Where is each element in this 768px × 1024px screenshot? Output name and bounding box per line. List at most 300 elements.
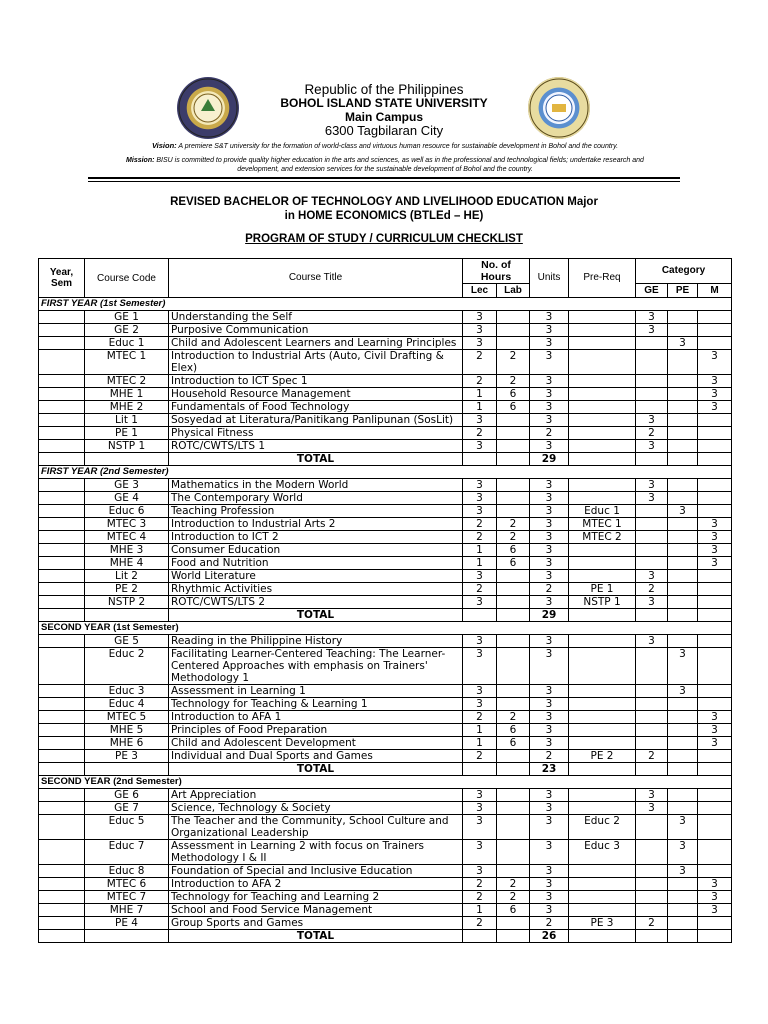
lab-hours (497, 324, 530, 337)
lab-hours: 2 (497, 878, 530, 891)
course-row (39, 596, 732, 609)
lab-hours: 6 (497, 737, 530, 750)
course-title: Assessment in Learning 1 (169, 685, 463, 698)
course-title: Food and Nutrition (169, 557, 463, 570)
m-units (698, 840, 732, 865)
document-header (0, 0, 768, 190)
course-row (39, 635, 732, 648)
total-blank (636, 609, 668, 622)
units: 3 (530, 789, 569, 802)
year-sem-cell (39, 865, 85, 878)
col-prereq: Pre-Req (569, 259, 636, 298)
course-code: PE 3 (85, 750, 169, 763)
university-name: BOHOL ISLAND STATE UNIVERSITY (280, 96, 488, 110)
mission-text: BISU is committed to provide quality higher education in the arts and sciences, as well as in the professional and technological fields; undertake research and development, and extension services for the sustainable development of Bohol and the country. (156, 157, 644, 173)
pe-units (668, 917, 698, 930)
course-code: MHE 1 (85, 388, 169, 401)
year-sem-cell (39, 815, 85, 840)
prerequisite (569, 891, 636, 904)
lec-hours: 2 (463, 583, 497, 596)
units: 2 (530, 427, 569, 440)
course-row (39, 891, 732, 904)
m-units: 3 (698, 904, 732, 917)
ge-units (636, 685, 668, 698)
course-title: Teaching Profession (169, 505, 463, 518)
lec-hours: 3 (463, 324, 497, 337)
pe-units (668, 570, 698, 583)
lab-hours: 2 (497, 350, 530, 375)
curriculum-body (39, 298, 732, 943)
units: 3 (530, 802, 569, 815)
m-units: 3 (698, 878, 732, 891)
lab-hours (497, 427, 530, 440)
year-sem-cell (39, 840, 85, 865)
m-units (698, 337, 732, 350)
ge-units (636, 711, 668, 724)
total-blank (569, 609, 636, 622)
m-units (698, 685, 732, 698)
total-blank (569, 453, 636, 466)
ge-units: 2 (636, 427, 668, 440)
pe-units (668, 324, 698, 337)
total-units: 26 (530, 930, 569, 943)
course-title: Introduction to ICT 2 (169, 531, 463, 544)
course-row (39, 544, 732, 557)
units: 3 (530, 891, 569, 904)
units: 3 (530, 388, 569, 401)
total-blank (636, 930, 668, 943)
total-blank-1 (39, 930, 85, 943)
ge-units (636, 350, 668, 375)
program-title (0, 195, 768, 223)
units: 3 (530, 518, 569, 531)
total-row (39, 763, 732, 776)
lec-hours: 3 (463, 596, 497, 609)
vision-label: Vision: (151, 141, 177, 150)
lab-hours (497, 337, 530, 350)
pe-units (668, 557, 698, 570)
year-sem-cell (39, 878, 85, 891)
prerequisite (569, 375, 636, 388)
lab-hours: 6 (497, 544, 530, 557)
lec-hours: 3 (463, 789, 497, 802)
course-title: Introduction to ICT Spec 1 (169, 375, 463, 388)
course-title: Consumer Education (169, 544, 463, 557)
pe-units (668, 724, 698, 737)
year-sem-cell (39, 440, 85, 453)
total-label: TOTAL (169, 609, 463, 622)
total-label: TOTAL (169, 763, 463, 776)
lec-hours: 3 (463, 865, 497, 878)
units: 2 (530, 583, 569, 596)
ge-units: 3 (636, 802, 668, 815)
campus-address: 6300 Tagbilaran City (324, 123, 444, 138)
prerequisite: MTEC 2 (569, 531, 636, 544)
course-row (39, 865, 732, 878)
prerequisite (569, 802, 636, 815)
pe-units: 3 (668, 337, 698, 350)
prerequisite (569, 648, 636, 685)
course-row (39, 375, 732, 388)
course-row (39, 518, 732, 531)
course-row (39, 414, 732, 427)
m-units (698, 865, 732, 878)
lec-hours: 1 (463, 401, 497, 414)
pe-units (668, 891, 698, 904)
prerequisite (569, 544, 636, 557)
units: 3 (530, 375, 569, 388)
course-row (39, 815, 732, 840)
units: 3 (530, 878, 569, 891)
course-title: Individual and Dual Sports and Games (169, 750, 463, 763)
m-units: 3 (698, 401, 732, 414)
course-row (39, 557, 732, 570)
course-title: Technology for Teaching and Learning 2 (169, 891, 463, 904)
course-title: The Teacher and the Community, School Culture and Organizational Leadership (169, 815, 463, 840)
year-sem-cell (39, 635, 85, 648)
prerequisite: PE 2 (569, 750, 636, 763)
lec-hours: 3 (463, 311, 497, 324)
m-units (698, 596, 732, 609)
prerequisite: NSTP 1 (569, 596, 636, 609)
course-code: NSTP 1 (85, 440, 169, 453)
total-blank-4 (497, 453, 530, 466)
ge-units: 3 (636, 789, 668, 802)
lec-hours: 2 (463, 891, 497, 904)
prerequisite (569, 865, 636, 878)
m-units (698, 492, 732, 505)
m-units (698, 802, 732, 815)
year-sem-cell (39, 531, 85, 544)
col-pe: PE (668, 284, 698, 298)
year-sem-cell (39, 350, 85, 375)
course-row (39, 324, 732, 337)
course-code: GE 5 (85, 635, 169, 648)
course-code: Educ 8 (85, 865, 169, 878)
course-code: Educ 1 (85, 337, 169, 350)
lab-hours: 2 (497, 518, 530, 531)
prerequisite (569, 337, 636, 350)
course-row (39, 737, 732, 750)
m-units: 3 (698, 711, 732, 724)
m-units: 3 (698, 544, 732, 557)
ge-units (636, 865, 668, 878)
year-sem-cell (39, 698, 85, 711)
total-blank-3 (463, 609, 497, 622)
prerequisite (569, 789, 636, 802)
lab-hours (497, 802, 530, 815)
course-title: Technology for Teaching & Learning 1 (169, 698, 463, 711)
semester-label: FIRST YEAR (1st Semester) (39, 298, 732, 311)
pe-units (668, 427, 698, 440)
prerequisite (569, 685, 636, 698)
lab-hours (497, 698, 530, 711)
m-units: 3 (698, 388, 732, 401)
course-row (39, 570, 732, 583)
year-sem-cell (39, 388, 85, 401)
col-course-title: Course Title (169, 259, 463, 298)
pe-units (668, 698, 698, 711)
col-course-code: Course Code (85, 259, 169, 298)
lab-hours: 6 (497, 388, 530, 401)
lec-hours: 3 (463, 440, 497, 453)
lab-hours: 6 (497, 904, 530, 917)
course-title: Group Sports and Games (169, 917, 463, 930)
course-title: Household Resource Management (169, 388, 463, 401)
m-units (698, 505, 732, 518)
course-code: PE 4 (85, 917, 169, 930)
course-code: MHE 5 (85, 724, 169, 737)
ge-units: 3 (636, 479, 668, 492)
ge-units (636, 724, 668, 737)
prerequisite (569, 427, 636, 440)
prerequisite (569, 737, 636, 750)
course-title: Rhythmic Activities (169, 583, 463, 596)
col-units: Units (530, 259, 569, 298)
lab-hours: 2 (497, 711, 530, 724)
units: 3 (530, 492, 569, 505)
course-row (39, 724, 732, 737)
course-row (39, 648, 732, 685)
lab-hours (497, 685, 530, 698)
course-title: Fundamentals of Food Technology (169, 401, 463, 414)
ge-units (636, 337, 668, 350)
course-row (39, 711, 732, 724)
total-blank (569, 930, 636, 943)
ge-units: 3 (636, 440, 668, 453)
course-title: ROTC/CWTS/LTS 1 (169, 440, 463, 453)
prerequisite: Educ 1 (569, 505, 636, 518)
ge-units (636, 737, 668, 750)
header-divider (88, 177, 680, 179)
course-code: PE 1 (85, 427, 169, 440)
ge-units (636, 518, 668, 531)
lec-hours: 3 (463, 802, 497, 815)
lab-hours (497, 311, 530, 324)
course-row (39, 698, 732, 711)
course-code: PE 2 (85, 583, 169, 596)
total-blank-4 (497, 763, 530, 776)
prerequisite (569, 324, 636, 337)
lec-hours: 3 (463, 840, 497, 865)
pe-units (668, 878, 698, 891)
prerequisite: MTEC 1 (569, 518, 636, 531)
year-sem-cell (39, 724, 85, 737)
year-sem-cell (39, 479, 85, 492)
lab-hours (497, 917, 530, 930)
lab-hours (497, 414, 530, 427)
lec-hours: 3 (463, 479, 497, 492)
year-sem-cell (39, 544, 85, 557)
pe-units (668, 802, 698, 815)
units: 3 (530, 635, 569, 648)
course-title: Art Appreciation (169, 789, 463, 802)
col-lec: Lec (463, 284, 497, 298)
prerequisite (569, 570, 636, 583)
col-year-sem: Year, Sem (39, 259, 85, 298)
lec-hours: 3 (463, 570, 497, 583)
course-code: Educ 2 (85, 648, 169, 685)
lab-hours (497, 492, 530, 505)
course-title: Introduction to Industrial Arts (Auto, Civil Drafting & Elex) (169, 350, 463, 375)
total-units: 29 (530, 609, 569, 622)
course-row (39, 904, 732, 917)
m-units (698, 414, 732, 427)
units: 3 (530, 311, 569, 324)
lab-hours: 6 (497, 724, 530, 737)
checklist-title: PROGRAM OF STUDY / CURRICULUM CHECKLIST (245, 233, 523, 245)
lec-hours: 1 (463, 737, 497, 750)
course-title: Child and Adolescent Learners and Learning Principles (169, 337, 463, 350)
ge-units (636, 698, 668, 711)
lec-hours: 2 (463, 531, 497, 544)
lec-hours: 2 (463, 917, 497, 930)
lec-hours: 1 (463, 557, 497, 570)
pe-units (668, 531, 698, 544)
m-units (698, 648, 732, 685)
lec-hours: 3 (463, 685, 497, 698)
lec-hours: 1 (463, 904, 497, 917)
pe-units (668, 518, 698, 531)
course-row (39, 337, 732, 350)
col-ge: GE (636, 284, 668, 298)
year-sem-cell (39, 505, 85, 518)
units: 3 (530, 724, 569, 737)
year-sem-cell (39, 750, 85, 763)
lab-hours (497, 596, 530, 609)
program-title-text: REVISED BACHELOR OF TECHNOLOGY AND LIVELIHOOD EDUCATION Major in HOME ECONOMICS (BTLEd – HE) (170, 196, 598, 222)
m-units: 3 (698, 531, 732, 544)
total-units: 29 (530, 453, 569, 466)
lec-hours: 3 (463, 635, 497, 648)
lec-hours: 2 (463, 350, 497, 375)
year-sem-cell (39, 570, 85, 583)
semester-header-row (39, 466, 732, 479)
units: 3 (530, 324, 569, 337)
ge-units (636, 401, 668, 414)
pe-units (668, 388, 698, 401)
total-blank-2 (85, 763, 169, 776)
pe-units (668, 414, 698, 427)
ge-units (636, 388, 668, 401)
year-sem-cell (39, 492, 85, 505)
course-row (39, 388, 732, 401)
lab-hours: 2 (497, 531, 530, 544)
pe-units (668, 350, 698, 375)
total-blank-3 (463, 763, 497, 776)
m-units: 3 (698, 891, 732, 904)
total-blank-1 (39, 609, 85, 622)
pe-units (668, 401, 698, 414)
pe-units (668, 375, 698, 388)
lab-hours (497, 815, 530, 840)
total-blank-3 (463, 930, 497, 943)
year-sem-cell (39, 557, 85, 570)
course-code: GE 4 (85, 492, 169, 505)
units: 3 (530, 337, 569, 350)
year-sem-cell (39, 737, 85, 750)
course-code: GE 6 (85, 789, 169, 802)
header-divider-thin (88, 181, 680, 182)
course-code: NSTP 2 (85, 596, 169, 609)
course-code: MTEC 7 (85, 891, 169, 904)
prerequisite (569, 311, 636, 324)
prerequisite (569, 350, 636, 375)
pe-units (668, 440, 698, 453)
vision-statement (125, 141, 645, 151)
units: 3 (530, 840, 569, 865)
year-sem-cell (39, 648, 85, 685)
total-blank-4 (497, 930, 530, 943)
lab-hours (497, 750, 530, 763)
pe-units: 3 (668, 685, 698, 698)
course-row (39, 311, 732, 324)
course-code: GE 1 (85, 311, 169, 324)
lec-hours: 1 (463, 544, 497, 557)
course-row (39, 440, 732, 453)
lec-hours: 3 (463, 505, 497, 518)
year-sem-cell (39, 917, 85, 930)
m-units (698, 427, 732, 440)
prerequisite (569, 388, 636, 401)
course-code: MTEC 5 (85, 711, 169, 724)
prerequisite: PE 3 (569, 917, 636, 930)
course-row (39, 878, 732, 891)
year-sem-cell (39, 375, 85, 388)
year-sem-cell (39, 711, 85, 724)
year-sem-cell (39, 789, 85, 802)
col-no-of-hours: No. of Hours (463, 259, 530, 284)
ge-units (636, 815, 668, 840)
pe-units: 3 (668, 648, 698, 685)
pe-units (668, 750, 698, 763)
total-blank-2 (85, 930, 169, 943)
course-row (39, 427, 732, 440)
pe-units (668, 635, 698, 648)
course-row (39, 479, 732, 492)
prerequisite (569, 711, 636, 724)
ge-units: 2 (636, 917, 668, 930)
course-row (39, 531, 732, 544)
course-code: MHE 6 (85, 737, 169, 750)
course-code: Educ 7 (85, 840, 169, 865)
year-sem-cell (39, 904, 85, 917)
pe-units (668, 544, 698, 557)
units: 3 (530, 865, 569, 878)
ge-units: 3 (636, 414, 668, 427)
total-blank (698, 763, 732, 776)
m-units: 3 (698, 518, 732, 531)
pe-units (668, 583, 698, 596)
course-title: Science, Technology & Society (169, 802, 463, 815)
republic-line: Republic of the Philippines (304, 82, 464, 97)
total-units: 23 (530, 763, 569, 776)
year-sem-cell (39, 337, 85, 350)
lab-hours (497, 865, 530, 878)
course-title: Introduction to AFA 2 (169, 878, 463, 891)
course-title: Sosyedad at Literatura/Panitikang Panlipunan (SosLit) (169, 414, 463, 427)
lab-hours (497, 479, 530, 492)
total-blank-2 (85, 453, 169, 466)
ge-units (636, 878, 668, 891)
lab-hours (497, 570, 530, 583)
course-code: Educ 4 (85, 698, 169, 711)
total-blank (698, 609, 732, 622)
course-code: MHE 2 (85, 401, 169, 414)
m-units (698, 698, 732, 711)
units: 3 (530, 570, 569, 583)
course-row (39, 350, 732, 375)
